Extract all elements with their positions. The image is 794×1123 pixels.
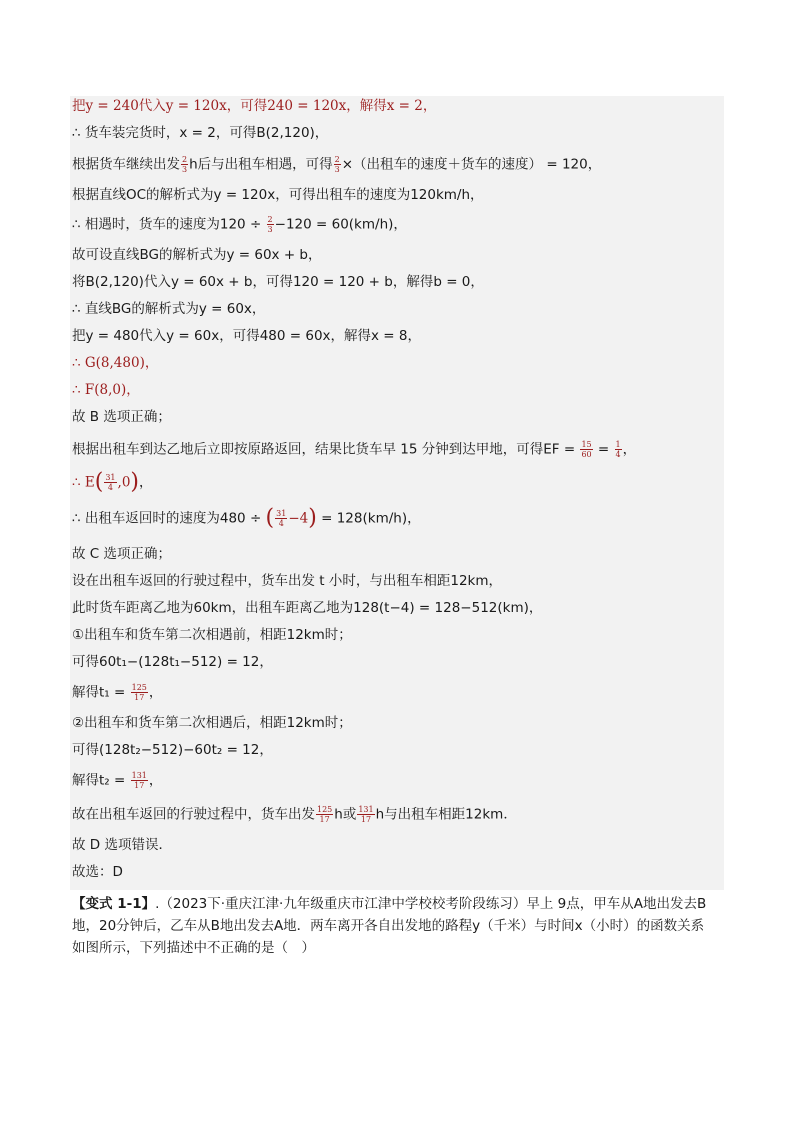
solution-line-22: ②出租车和货车第二次相遇后，相距12km时； [72,715,352,731]
fraction: $\frac{131}{17}$ [131,771,147,790]
solution-line-4: 根据直线OC的解析式为y = 120x，可得出租车的速度为120km/h， [72,187,484,203]
solution-line-24: 解得t₂ = $\frac{131}{17}$ ， [72,771,163,790]
solution-line-7: 将B(2,120)代入y = 60x + b，可得120 = 120 + b，解得b = 0， [72,274,484,290]
variant-question [72,893,724,959]
fraction: $\frac{125}{17}$ [131,683,147,702]
fraction: $\frac{125}{17}$ [317,805,333,824]
solution-line-11: ∴ F(8,0)， [72,382,140,398]
solution-line-5: ∴ 相遇时，货车的速度为120 ÷ $\frac{2}{3}$ −120 = 60(km/h)， [72,215,407,234]
solution-line-18: 此时货车距离乙地为60km，出租车距离乙地为128(t−4) = 128−512(km)， [72,600,543,616]
fraction: $\frac{1}{4}$ [615,440,621,459]
fraction: $\frac{2}{3}$ [182,155,188,174]
solution-line-26: 故 D 选项错误． [72,837,172,853]
variant-line-1: 【变式 1-1】.（2023下·重庆江津·九年级重庆市江津中学校校考阶段练习）早上 9点，甲车从A地出发去B [72,896,707,912]
solution-line-9: 把y = 480代入y = 60x，可得480 = 60x，解得x = 8， [72,328,422,344]
fraction: $\frac{2}{3}$ [267,215,273,234]
solution-line-6: 故可设直线BG的解析式为y = 60x + b， [72,247,322,263]
solution-line-13: 根据出租车到达乙地后立即按原路返回，结果比货车早 15 分钟到达甲地，可得EF = $\frac{15}{60}$ = $\frac{1}{4}$ ， [72,440,637,459]
solution-line-19: ①出租车和货车第二次相遇前，相距12km时； [72,627,352,643]
solution-line-25: 故在出租车返回的行驶过程中，货车出发 $\frac{125}{17}$ h或 $\frac{131}{17}$ h与出租车相距12km． [72,805,517,824]
fraction: $\frac{131}{17}$ [358,805,374,824]
solution-line-23: 可得(128t₂−512)−60t₂ = 12， [72,742,273,758]
solution-line-12: 故 B 选项正确； [72,409,171,425]
solution-line-27: 故选：D [72,864,123,880]
fraction: $\frac{15}{60}$ [581,440,592,459]
solution-line-17: 设在出租车返回的行驶过程中，货车出发 t 小时，与出租车相距12km， [72,573,503,589]
solution-line-21: 解得t₁ = $\frac{125}{17}$ ， [72,683,163,702]
solution-line-20: 可得60t₁−(128t₁−512) = 12， [72,654,273,670]
solution-line-10: ∴ G(8,480)， [72,355,159,371]
fraction: $\frac{2}{3}$ [334,155,340,174]
variant-line-2: 地，20分钟后，乙车从B地出发去A地．两车离开各自出发地的路程y（千米）与时间x（小时）的函数关系 [72,918,705,934]
solution-line-3: 根据货车继续出发 $\frac{2}{3}$ h后与出租车相遇，可得 $\frac{2}{3}$ ×（出租车的速度＋货车的速度） = 120， [72,155,602,174]
variant-tag: 【变式 1-1】 [72,896,156,912]
fraction: $\frac{31}{4}$ [276,509,287,528]
solution-line-1: 把y = 240代入y = 120x，可得240 = 120x，解得x = 2， [72,98,437,114]
solution-line-15: ∴ 出租车返回时的速度为480 ÷ ( $\frac{31}{4}$ −4) = 128(km/h)， [72,505,421,531]
solution-line-16: 故 C 选项正确； [72,546,172,562]
solution-line-14: ∴ E( $\frac{31}{4}$ ,0)， [72,469,153,495]
solution-line-8: ∴ 直线BG的解析式为y = 60x， [72,301,266,317]
fraction: $\frac{31}{4}$ [105,473,116,492]
solution-line-2: ∴ 货车装完货时，x = 2，可得B(2,120)， [72,125,329,141]
variant-line-3: 如图所示，下列描述中不正确的是（ ） [72,940,315,956]
